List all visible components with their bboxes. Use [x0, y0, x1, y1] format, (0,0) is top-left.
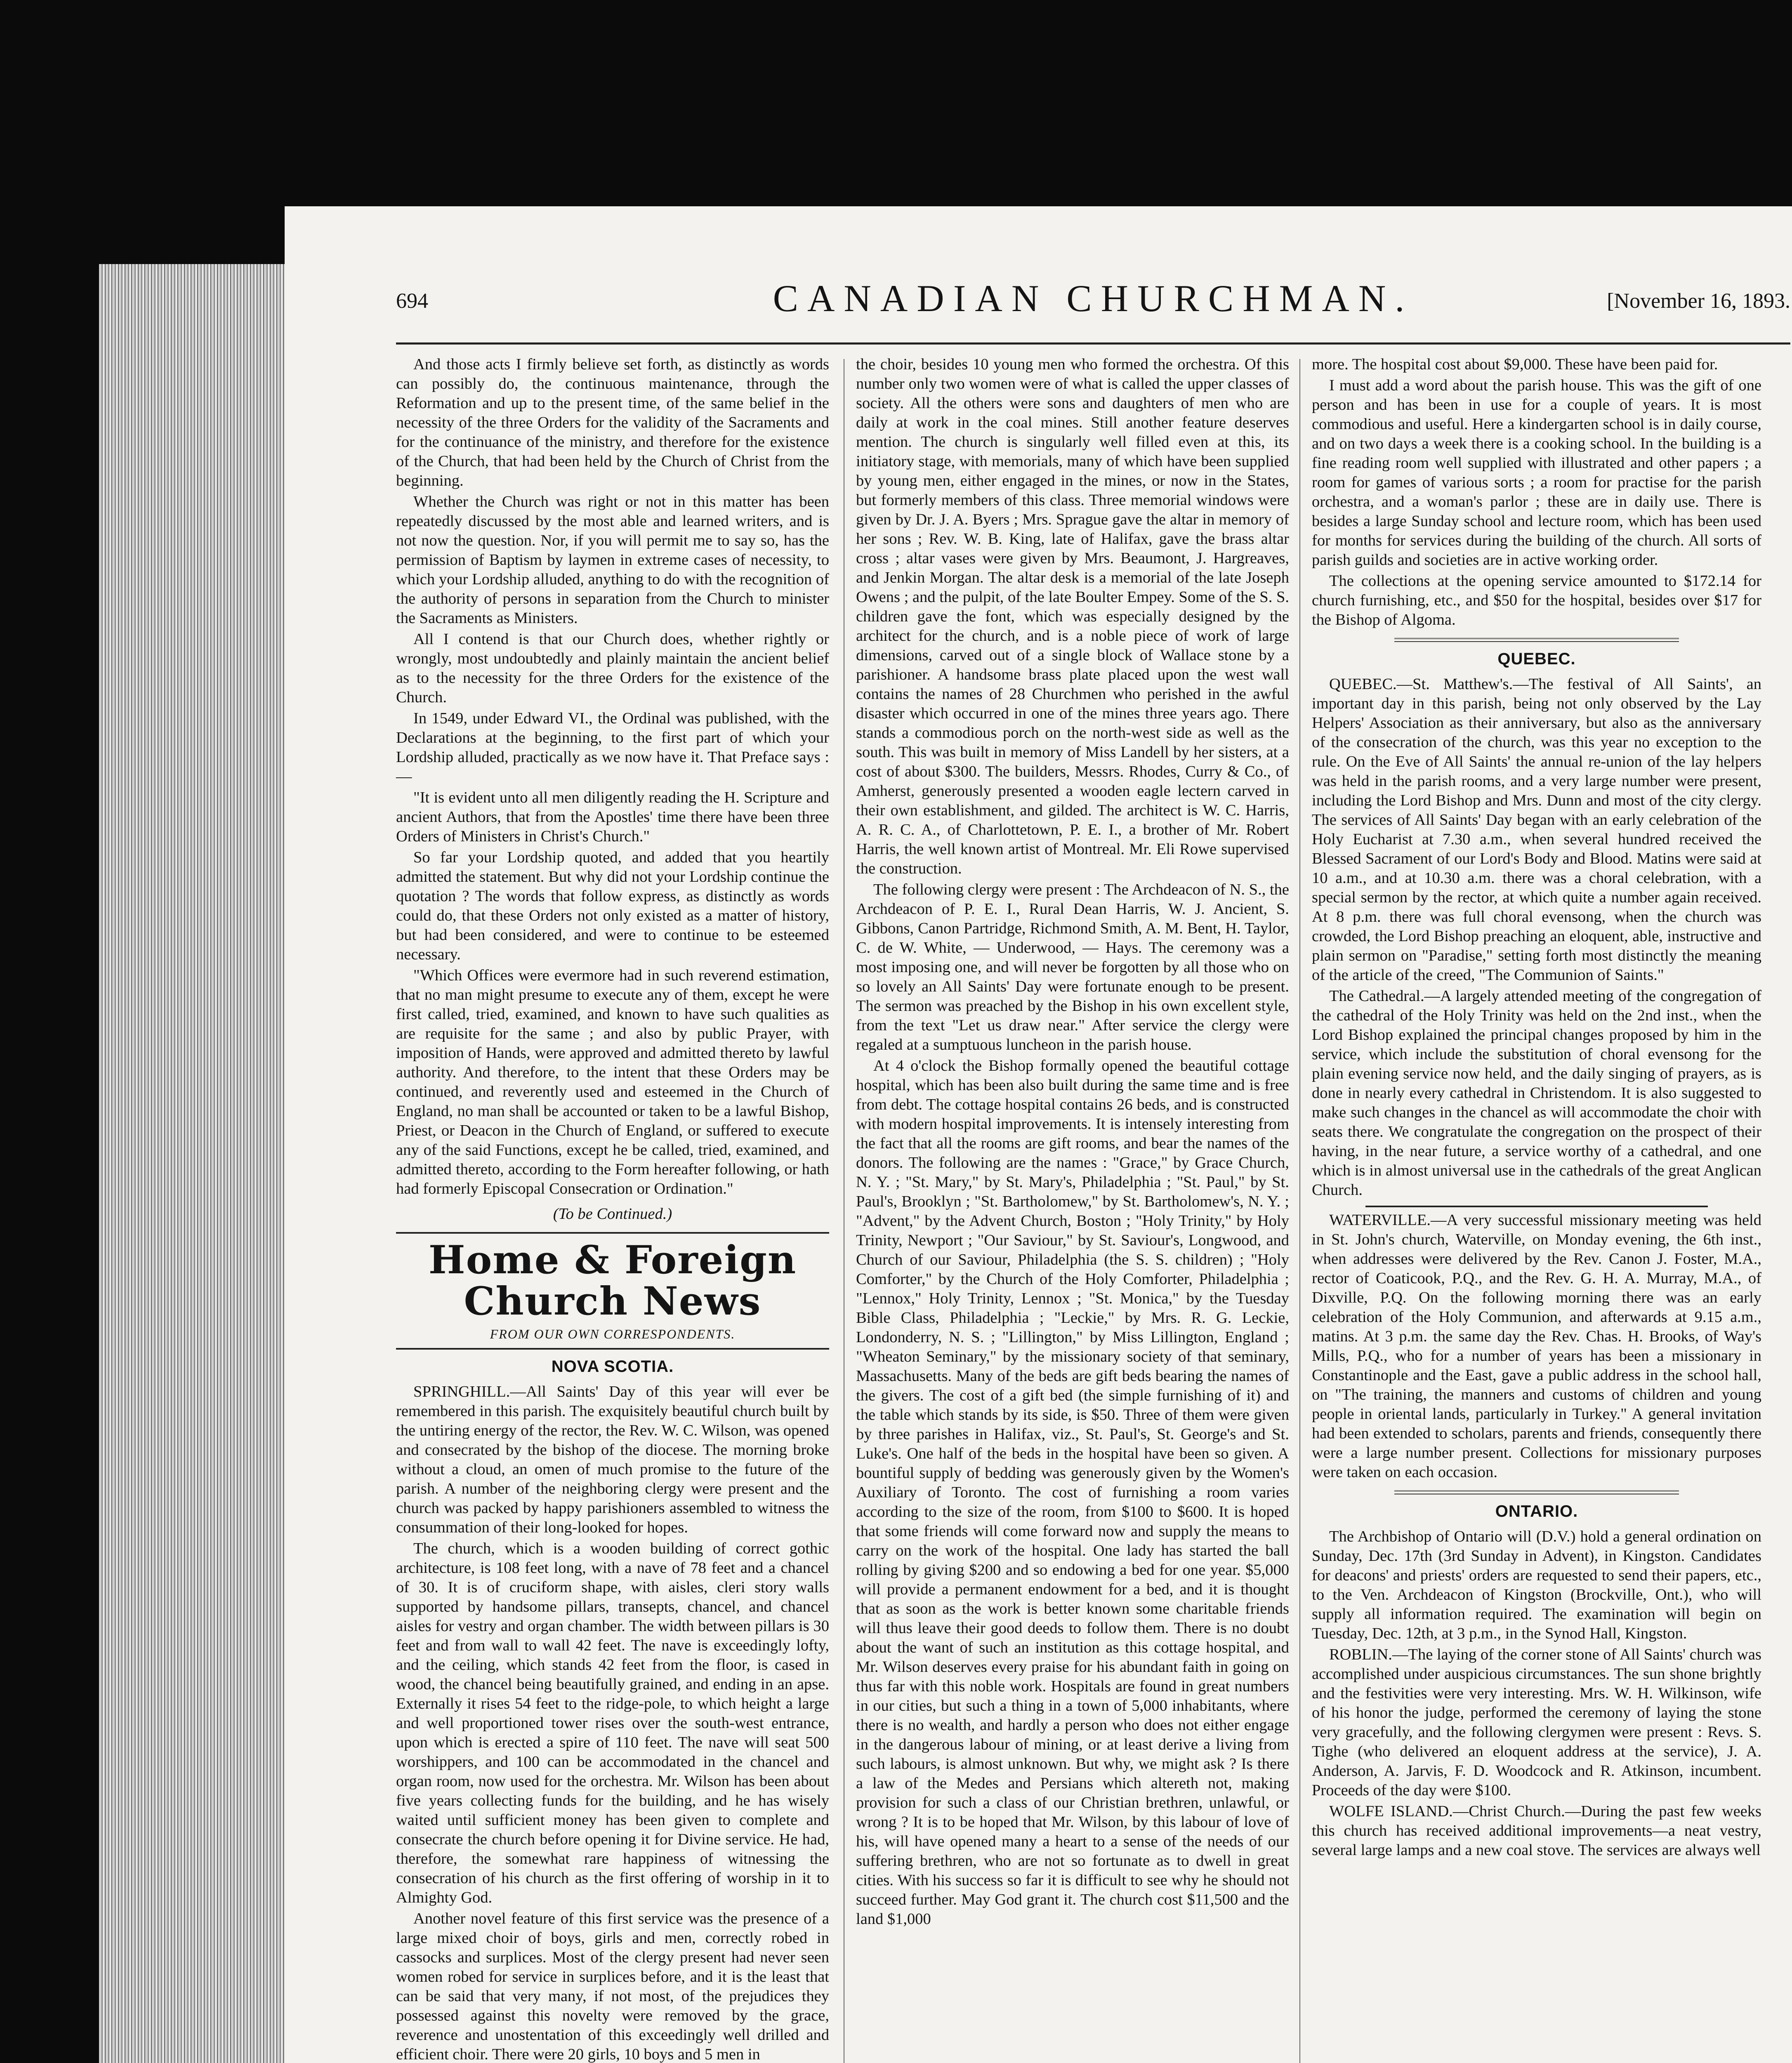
page-number: 694: [396, 289, 428, 313]
newspaper-page: [285, 206, 1792, 2063]
article-paragraph: The following clergy were present : The Archdeacon of N. S., the Archdeacon of P. E. I., Rural Dean Harris, W. J. Ancient, S. Gibbons, Canon Partridge, Richmond Smith, A. M. Bent, H. Taylor, C. de W. White, — Underwood, — Hays. The ceremony was a most imposing one, and will never be forgotten by all those who on so lovely an All Saints' Day were fortunate enough to be present. The sermon was preached by the Bishop in his own excellent style, from the text "Let us draw near." After service the clergy were regaled at a sumptuous luncheon in the parish house.: [856, 881, 1289, 1053]
article-paragraph: The collections at the opening service amounted to $172.14 for church furnishing, etc., and $50 for the hospital, besides over $17 for the Bishop of Algoma.: [1312, 572, 1761, 628]
masthead-title: CANADIAN CHURCHMAN.: [773, 277, 1414, 319]
column-1: [396, 355, 829, 2063]
article-paragraph: The Cathedral.—A largely attended meeting of the congregation of the cathedral of the Holy Trinity was held on the 2nd inst., when the Lord Bishop explained the principal changes proposed by him in the service, which include the substitution of choral evensong for the plain evening service now held, and the daily singing of prayers, as is done in nearly every cathedral in Christendom. It is also suggested to make such changes in the chancel as will accommodate the choir with seats there. We congratulate the congregation on the prospect of their having, in the near future, a service worthy of a cathedral, and one which is in almost universal use in the cathedrals of the great Anglican Church.: [1312, 987, 1761, 1199]
book-page-edges: [99, 264, 293, 2063]
to-be-continued: (To be Continued.): [553, 1205, 672, 1223]
section-banner: [396, 1232, 829, 1350]
article-paragraph: ROBLIN.—The laying of the corner stone of All Saints' church was accomplished under auspicious circumstances. The sun shone brightly and the festivities were very interesting. Mrs. W. H. Wilkinson, wife of his honor the judge, performed the ceremony of laying the stone very gracefully, and the following clergymen were present : Revs. S. Tighe (who delivered an eloquent address at the service), J. A. Anderson, A. Jarvis, F. D. Woodcock and R. Atkinson, incumbent. Proceeds of the day were $100.: [1312, 1646, 1761, 1799]
section-title-quebec: QUEBEC.: [1497, 650, 1576, 668]
banner-title: Home & Foreign Church News: [428, 1237, 797, 1324]
banner-subtitle: FROM OUR OWN CORRESPONDENTS.: [490, 1327, 736, 1341]
article-paragraph: more. The hospital cost about $9,000. These have been paid for.: [1312, 356, 1718, 373]
article-paragraph: "Which Offices were evermore had in such reverend estimation, that no man might presume to execute any of them, except he were first called, tried, examined, and known to have such qualities as are requisite for the same ; and also by public Prayer, with imposition of Hands, were approved and admitted thereto by lawful authority. And therefore, to the intent that these Orders may be continued, and reverently used and esteemed in the Church of England, no man shall be accounted or taken to be a lawful Bishop, Priest, or Deacon in the Church of England, or suffered to execute any of the said Functions, except he be called, tried, examined, and admitted thereto, according to the Form hereafter following, or hath had formerly Episcopal Consecration or Ordination.": [396, 967, 829, 1197]
issue-date: [November 16, 1893.: [1607, 289, 1790, 313]
article-paragraph: QUEBEC.—St. Matthew's.—The festival of All Saints', an important day in this parish, being not only observed by the Lay Helpers' Association as their anniversary, but also as the anniversary of the consecration of the church, was this year no exception to the rule. On the Eve of All Saints' the annual re-union of the lay helpers was held in the parish rooms, and a very large number were present, including the Lord Bishop and Mrs. Dunn and most of the city clergy. The services of All Saints' Day began with an early celebration of the Holy Eucharist at 7.30 a.m., when several hundred received the Blessed Sacrament of our Lord's Body and Blood. Matins were said at 10 a.m., and at 10.30 a.m. there was a choral celebration, with a special sermon by the rector, at which quite a number again received. At 8 p.m. there was full choral evensong, when the church was crowded, the Lord Bishop preaching an eloquent, able, instructive and plain sermon on "Paradise," setting forth most distinctly the meaning of the article of the creed, "The Communion of Saints.": [1312, 675, 1761, 984]
article-paragraph: And those acts I firmly believe set forth, as distinctly as words can possibly do, the continuous maintenance, through the Reformation and up to the present time, of the same belief in the necessity of the three Orders for the validity of the Sacraments and for the continuance of the ministry, and therefore for the existence of the Church, that had been held by the Church of Christ from the beginning.: [396, 356, 829, 489]
article-paragraph: Another novel feature of this first service was the presence of a large mixed choir of boys, girls and men, correctly robed in cassocks and surplices. Most of the clergy present had never seen women robed for service in surplices before, and it is the least that can be said that very many, if not most, of the prejudices they possessed against this novelty were removed by the grace, reverence and unostentation of this exceedingly well drilled and efficient choir. There were 20 girls, 10 boys and 5 men in: [396, 1910, 829, 2063]
article-paragraph: At 4 o'clock the Bishop formally opened the beautiful cottage hospital, which has been also built during the same time and is free from debt. The cottage hospital contains 26 beds, and is constructed with modern hospital improvements. It is intensely interesting from the fact that all the rooms are gift rooms, and bear the names of the donors. The following are the names : "Grace," by Grace Church, N. Y. ; "St. Mary," by St. Mary's, Philadelphia ; "St. Paul," by St. Paul's, Brooklyn ; "St. Bartholomew," by St. Bartholomew's, N. Y. ; "Advent," by the Advent Church, Boston ; "Holy Trinity," by Holy Trinity, Newport ; "Our Saviour," by St. Saviour's, Longwood, and Church of our Saviour, Philadelphia (the S. S. children) ; "Holy Comforter," by the Church of the Holy Comforter, Philadelphia ; "Lennox," Holy Trinity, Lennox ; "St. Monica," by the Tuesday Bible Class, Philadelphia ; "Leckie," by Mrs. R. G. Leckie, Londonderry, N. S. ; "Lillington," by Miss Lillington, England ; "Wheaton Seminary," by the missionary society of that seminary, Massachusetts. Many of the beds are gift beds bearing the names of the givers. The cost of a gift bed (the simple furnishing of it) and the table which stands by its side, is $50. Three of them were given by three parishes in Halifax, viz., St. Paul's, St. George's and St. Luke's. One half of the beds in the hospital have been so given. A bountiful supply of bedding was generously given by the Women's Auxiliary of Toronto. The cost of furnishing a room varies according to the size of the room, from $100 to $600. It is hoped that some friends will come forward now and supply the means to carry on the work of the hospital. One lady has started the ball rolling by giving $200 and so endowing a bed for one year. $5,000 will provide a permanent endowment for a bed, and it is thought that as soon as the work is better known some charitable friends will thus leave their good deeds to follow them. There is no doubt about the want of such an institution as this cottage hospital, and Mr. Wilson deserves every praise for his abundant faith in going on thus far with this noble work. Hospitals are found in great numbers in our cities, but such a thing in a town of 5,000 inhabitants, where there is no wealth, and hardly a person who does not either engage in the dangerous labour of mining, or at least derive a living from such labours, is almost unknown. But why, we might ask ? Is there a law of the Medes and Persians which altereth not, making provision for such a class of our Christian brethren, unlawful, or wrong ? It is to be hoped that Mr. Wilson, by this labour of love of his, will have opened many a heart to a sense of the needs of our suffering brethren, who are not so fortunate as to dwell in great cities. With his success so far it is difficult to see why he should not succeed further. May God grant it. The church cost $11,500 and the land $1,000: [856, 1057, 1289, 1928]
article-paragraph: I must add a word about the parish house. This was the gift of one person and has been in use for a couple of years. It is most commodious and useful. Here a kindergarten school is in daily course, and on two days a week there is a cooking school. In the building is a fine reading room well supplied with illustrated and other papers ; a room for games of various sorts ; a room for practise for the parish orchestra, and a woman's parlor ; these are in daily use. There is besides a large Sunday school and lecture room, which has been used for months for services during the building of the church. All sorts of parish guilds and societies are in active working order.: [1312, 377, 1761, 569]
article-paragraph: All I contend is that our Church does, whether rightly or wrongly, most undoubtedly and plainly maintain the ancient belief as to the necessity for the three Orders for the existence of the Church.: [396, 630, 829, 706]
article-paragraph: The Archbishop of Ontario will (D.V.) hold a general ordination on Sunday, Dec. 17th (3rd Sunday in Advent), in Kingston. Candidates for deacons' and priests' orders are requested to send their papers, etc., to the Ven. Archdeacon of Kingston (Brockville, Ont.), who will supply all information required. The examination will begin on Tuesday, Dec. 12th, at 3 p.m., in the Synod Hall, Kingston.: [1312, 1528, 1761, 1642]
header-rule: [396, 342, 1790, 345]
article-paragraph: The church, which is a wooden building of correct gothic architecture, is 108 feet long, with a nave of 78 feet and a chancel of 30. It is of cruciform shape, with aisles, cleri story walls supported by handsome pillars, transepts, chancel, and chancel aisles for vestry and organ chamber. The width between pillars is 30 feet and from wall to wall 42 feet. The nave is exceedingly lofty, and the ceiling, which stands 42 feet from the floor, is cased in wood, the chancel being beautifully grained, and ending in an apse. Externally it rises 54 feet to the ridge-pole, to which height a large and well proportioned tower rises over the south-west entrance, upon which is erected a spire of 110 feet. The nave will seat 500 worshippers, and 100 can be accommodated in the chancel and organ room, now used for the orchestra. Mr. Wilson has been about five years collecting funds for the building, and he has wisely waited until sufficient money has been given to complete and consecrate the church before opening it for Divine service. He had, therefore, the somewhat rare happiness of witnessing the consecration of his church as the first offering of worship in it to Almighty God.: [396, 1540, 829, 1906]
article-paragraph: WATERVILLE.—A very successful missionary meeting was held in St. John's church, Waterville, on Monday evening, the 6th inst., when addresses were delivered by the Rev. Canon J. Foster, M.A., rector of Coaticook, P.Q., and the Rev. G. H. A. Murray, M.A., of Dixville, P.Q. On the following morning there was an early celebration of the Holy Communion, and afterwards at 9.15 a.m., matins. At 3 p.m. the same day the Rev. Chas. H. Brooks, of Way's Mills, P.Q., who for a number of years has been a missionary in Constantinople and the East, gave a public address in the school hall, on "The training, the manners and customs of children and young people in oriental lands, particularly in Turkey." A general invitation had been extended to scholars, parents and friends, consequently there were a large number present. Collections for missionary purposes were taken on each occasion.: [1312, 1211, 1761, 1481]
section-title-ontario: ONTARIO.: [1495, 1502, 1578, 1520]
page-header: [396, 276, 1790, 334]
article-paragraph: So far your Lordship quoted, and added that you heartily admitted the statement. But why did not your Lordship continue the quotation ? The words that follow express, as distinctly as words could do, that these Orders not only existed as a matter of history, but had been considered, and were to continue to be esteemed necessary.: [396, 849, 829, 963]
article-paragraph: Whether the Church was right or not in this matter has been repeatedly discussed by the most able and learned writers, and is not now the question. Nor, if you will permit me to say so, has the permission of Baptism by laymen in extreme cases of necessity, to which your Lordship alluded, anything to do with the recognition of the authority of persons in separation from the Church to minister the Sacraments as Ministers.: [396, 493, 829, 627]
column-divider: [1299, 359, 1300, 2063]
section-divider: [1394, 1490, 1679, 1494]
article-paragraph: "It is evident unto all men diligently reading the H. Scripture and ancient Authors, that from the Apostles' time there have been three Orders of Ministers in Christ's Church.": [396, 789, 829, 845]
item-divider: [1365, 1206, 1708, 1207]
article-paragraph: the choir, besides 10 young men who formed the orchestra. Of this number only two women were of what is called the upper classes of society. All the others were sons and daughters of men who are daily at work in the coal mines. Still another feature deserves mention. The church is singularly well filled even at this, its initiatory stage, with memorials, many of which have been supplied by young men, either engaged in the mines, or now in the States, but formerly members of this class. Three memorial windows were given by Dr. J. A. Byers ; Mrs. Sprague gave the altar in memory of her sons ; Rev. W. B. King, late of Halifax, gave the brass altar cross ; altar vases were given by Mrs. Beaumont, J. Hargreaves, and Jenkin Morgan. The altar desk is a memorial of the late Joseph Owens ; and the pulpit, of the late Boulter Empey. Some of the S. S. children gave the font, which was especially designed by the architect for the church, and is a noble piece of work of large dimensions, carved out of a single block of Wallace stone by a parishioner. A handsome brass plate placed upon the west wall contains the names of 28 Churchmen who perished in the awful disaster which occurred in one of the mines three years ago. There stands a commodious porch on the north-west side as well as the south. This was built in memory of Miss Landell by her sisters, at a cost of about $300. The builders, Messrs. Rhodes, Curry & Co., of Amherst, generously presented a wooden eagle lectern carved in their own establishment, and gilded. The architect is W. C. Harris, A. R. C. A., of Charlottetown, P. E. I., a brother of Mr. Robert Harris, the well known artist of Montreal. Mr. Eli Rowe supervised the construction.: [856, 356, 1289, 877]
article-paragraph: WOLFE ISLAND.—Christ Church.—During the past few weeks this church has received additional improvements—a neat vestry, several large lamps and a new coal stove. The services are always well: [1312, 1803, 1761, 1859]
article-paragraph: SPRINGHILL.—All Saints' Day of this year will ever be remembered in this parish. The exquisitely beautiful church built by the untiring energy of the rector, the Rev. W. C. Wilson, was opened and consecrated by the bishop of the diocese. The morning broke without a cloud, an omen of much promise to the future of the parish. A number of the neighboring clergy were present and the church was packed by happy parishioners assembled to witness the consummation of their long-looked for hopes.: [396, 1383, 829, 1536]
section-title-nova-scotia: NOVA SCOTIA.: [551, 1357, 674, 1376]
column-3: [1312, 355, 1761, 1862]
article-paragraph: In 1549, under Edward VI., the Ordinal was published, with the Declarations at the beginning, to the first part of which your Lordship alluded, practically as we now have it. That Preface says :—: [396, 710, 829, 785]
column-2: [856, 355, 1289, 1931]
section-divider: [1394, 638, 1679, 642]
